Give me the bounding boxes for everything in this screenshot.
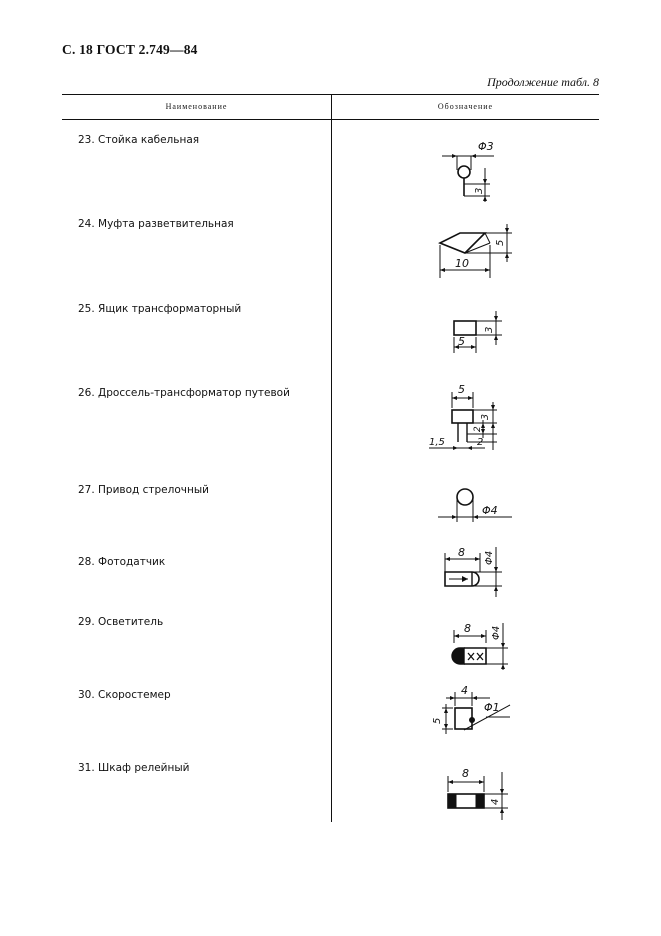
row-label-24: 24. Муфта разветвительная: [78, 218, 234, 230]
table-continuation-caption: Продолжение табл. 8: [487, 75, 599, 89]
symbols-table: [62, 94, 599, 822]
dim-label: 8: [458, 546, 465, 559]
dim-label: 8: [462, 767, 469, 780]
row-label-23: 23. Стойка кабельная: [78, 134, 200, 146]
dim-label: Φ4: [491, 625, 502, 640]
row-label-25: 25. Ящик трансформаторный: [78, 303, 242, 315]
dim-label: Φ3: [478, 140, 494, 153]
row-label-29: 29. Осветитель: [78, 616, 164, 628]
page-title: С. 18 ГОСТ 2.749—84: [62, 42, 198, 57]
column-header-symbol: Обозначение: [437, 102, 494, 111]
dim-label: Φ4: [484, 550, 495, 565]
dim-label: 4: [461, 684, 468, 697]
dim-label: Φ4: [482, 504, 498, 517]
branching-coupling-symbol: [430, 220, 520, 285]
dim-label: 5: [458, 335, 465, 348]
dim-label: 3: [480, 413, 491, 420]
dim-label: 2: [473, 426, 483, 432]
dim-label: 4: [490, 798, 501, 805]
column-header-name: Наименование: [165, 102, 228, 111]
dim-label: 3: [484, 326, 495, 333]
row-label-26: 26. Дроссель-трансформатор путевой: [78, 387, 290, 399]
dim-label: 10: [455, 257, 469, 270]
relay-cabinet-symbol: [440, 764, 515, 824]
row-label-28: 28. Фотодатчик: [78, 556, 166, 568]
row-label-27: 27. Привод стрелочный: [78, 484, 209, 496]
illuminator-symbol: [440, 617, 518, 672]
dim-label: 2: [477, 437, 484, 448]
dim-label: 8: [464, 622, 471, 635]
dim-label: 5: [458, 383, 465, 396]
dim-label: 3: [474, 187, 485, 194]
table-column-divider: [331, 94, 332, 822]
dim-label: 1,5: [429, 437, 445, 448]
switch-drive-symbol: [432, 482, 517, 527]
dim-label: 5: [495, 239, 506, 246]
row-label-30: 30. Скоростемер: [78, 689, 171, 701]
speedometer-symbol: [428, 680, 518, 738]
cable-post-symbol: [430, 132, 510, 212]
photosensor-symbol: [436, 543, 516, 601]
dim-label: 5: [432, 717, 443, 724]
row-label-31: 31. Шкаф релейный: [78, 762, 190, 774]
transformer-box-symbol: [440, 305, 510, 360]
dim-label: Φ1: [484, 701, 500, 714]
track-choke-transformer-symbol: [425, 382, 505, 454]
